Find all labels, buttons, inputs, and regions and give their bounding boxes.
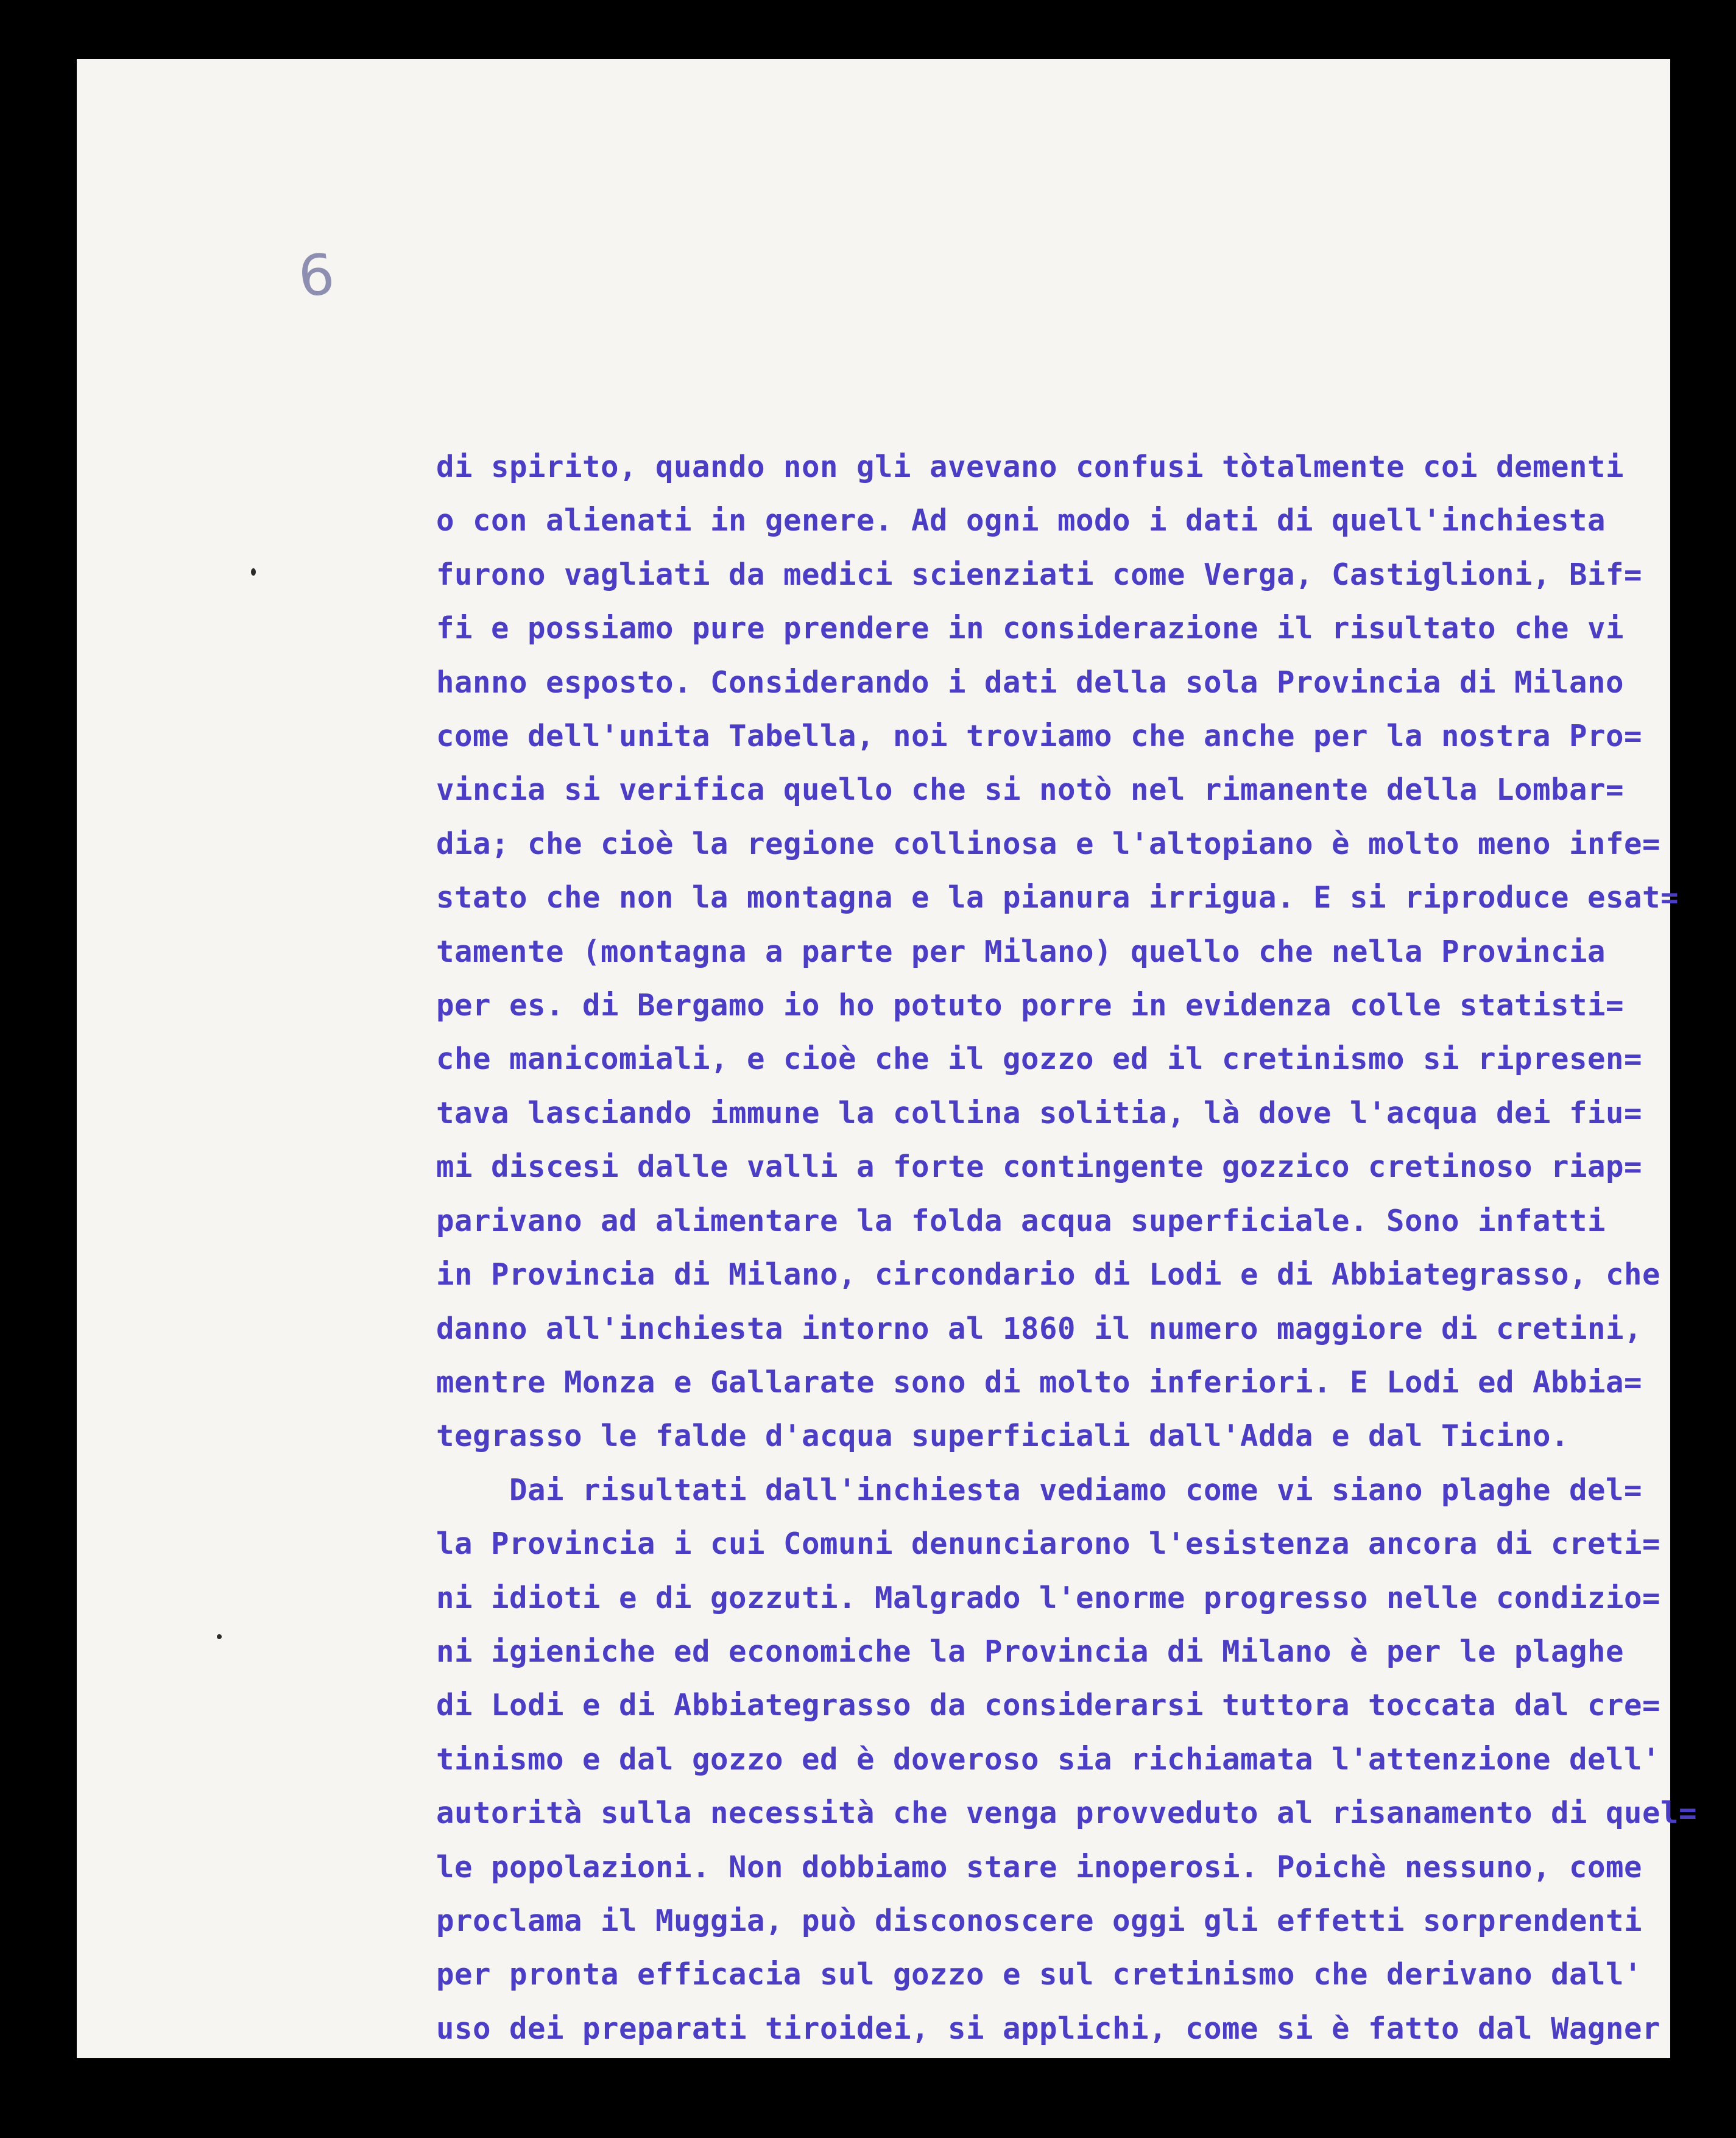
text-line: tava lasciando immune la collina solitia, là dove l'acqua dei fiu= (436, 1095, 1643, 1131)
text-line: furono vagliati da medici scienziati come Verga, Castiglioni, Bif= (436, 557, 1643, 592)
text-line: hanno esposto. Considerando i dati della sola Provincia di Milano (436, 665, 1625, 700)
text-line: tamente (montagna a parte per Milano) quello che nella Provincia (436, 934, 1606, 969)
text-line: autorità sulla necessità che venga provveduto al risanamento di quel= (436, 1796, 1698, 1831)
text-line: dia; che cioè la regione collinosa e l'altopiano è molto meno infe= (436, 826, 1661, 861)
text-line: in Provincia di Milano, circondario di Lodi e di Abbiategrasso, che (436, 1257, 1661, 1293)
text-line: vincia si verifica quello che si notò nel rimanente della Lombar= (436, 772, 1625, 808)
text-line: mentre Monza e Gallarate sono di molto inferiori. E Lodi ed Abbia= (436, 1364, 1643, 1400)
text-line: mi discesi dalle valli a forte contingente gozzico cretinoso riap= (436, 1149, 1643, 1185)
document-page (77, 59, 1698, 2058)
text-line: la Provincia i cui Comuni denunciarono l'esistenza ancora di creti= (436, 1526, 1661, 1562)
page-number: 6 (295, 241, 337, 310)
typed-text-body (436, 440, 1697, 2056)
text-line: parivano ad alimentare la folda acqua superficiale. Sono infatti (436, 1203, 1606, 1238)
ink-speck (251, 568, 256, 576)
text-line: che manicomiali, e cioè che il gozzo ed il cretinismo si ripresen= (436, 1042, 1643, 1077)
text-line: stato che non la montagna e la pianura irrigua. E si riproduce esat= (436, 880, 1679, 916)
text-line: le popolazioni. Non dobbiamo stare inoperosi. Poichè nessuno, come (436, 1849, 1643, 1885)
text-line: uso dei preparati tiroidei, si applichi, come si è fatto dal Wagner (436, 2011, 1661, 2046)
text-line: per pronta efficacia sul gozzo e sul cretinismo che derivano dall' (436, 1957, 1643, 1992)
text-line: ni idioti e di gozzuti. Malgrado l'enorme progresso nelle condizio= (436, 1580, 1661, 1615)
text-line: di spirito, quando non gli avevano confusi tòtalmente coi dementi (436, 450, 1625, 484)
text-line: o con alienati in genere. Ad ogni modo i dati di quell'inchiesta (436, 503, 1606, 538)
text-line: di Lodi e di Abbiategrasso da considerarsi tuttora toccata dal cre= (436, 1688, 1661, 1723)
text-line: come dell'unita Tabella, noi troviamo che anche per la nostra Pro= (436, 719, 1643, 754)
ink-speck (217, 1634, 222, 1639)
text-line: fi e possiamo pure prendere in considerazione il risultato che vi (436, 611, 1625, 646)
text-line: danno all'inchiesta intorno al 1860 il numero maggiore di cretini, (436, 1311, 1643, 1346)
text-line: per es. di Bergamo io ho potuto porre in evidenza colle statisti= (436, 988, 1625, 1023)
text-line: ni igieniche ed economiche la Provincia di Milano è per le plaghe (436, 1634, 1625, 1669)
text-line: tinismo e dal gozzo ed è doveroso sia richiamata l'attenzione dell' (436, 1741, 1661, 1777)
text-line: Dai risultati dall'inchiesta vediamo come vi siano plaghe del= (436, 1472, 1643, 1508)
text-line: proclama il Muggia, può disconoscere oggi gli effetti sorprendenti (436, 1903, 1643, 1938)
text-line: tegrasso le falde d'acqua superficiali dall'Adda e dal Ticino. (436, 1419, 1570, 1454)
